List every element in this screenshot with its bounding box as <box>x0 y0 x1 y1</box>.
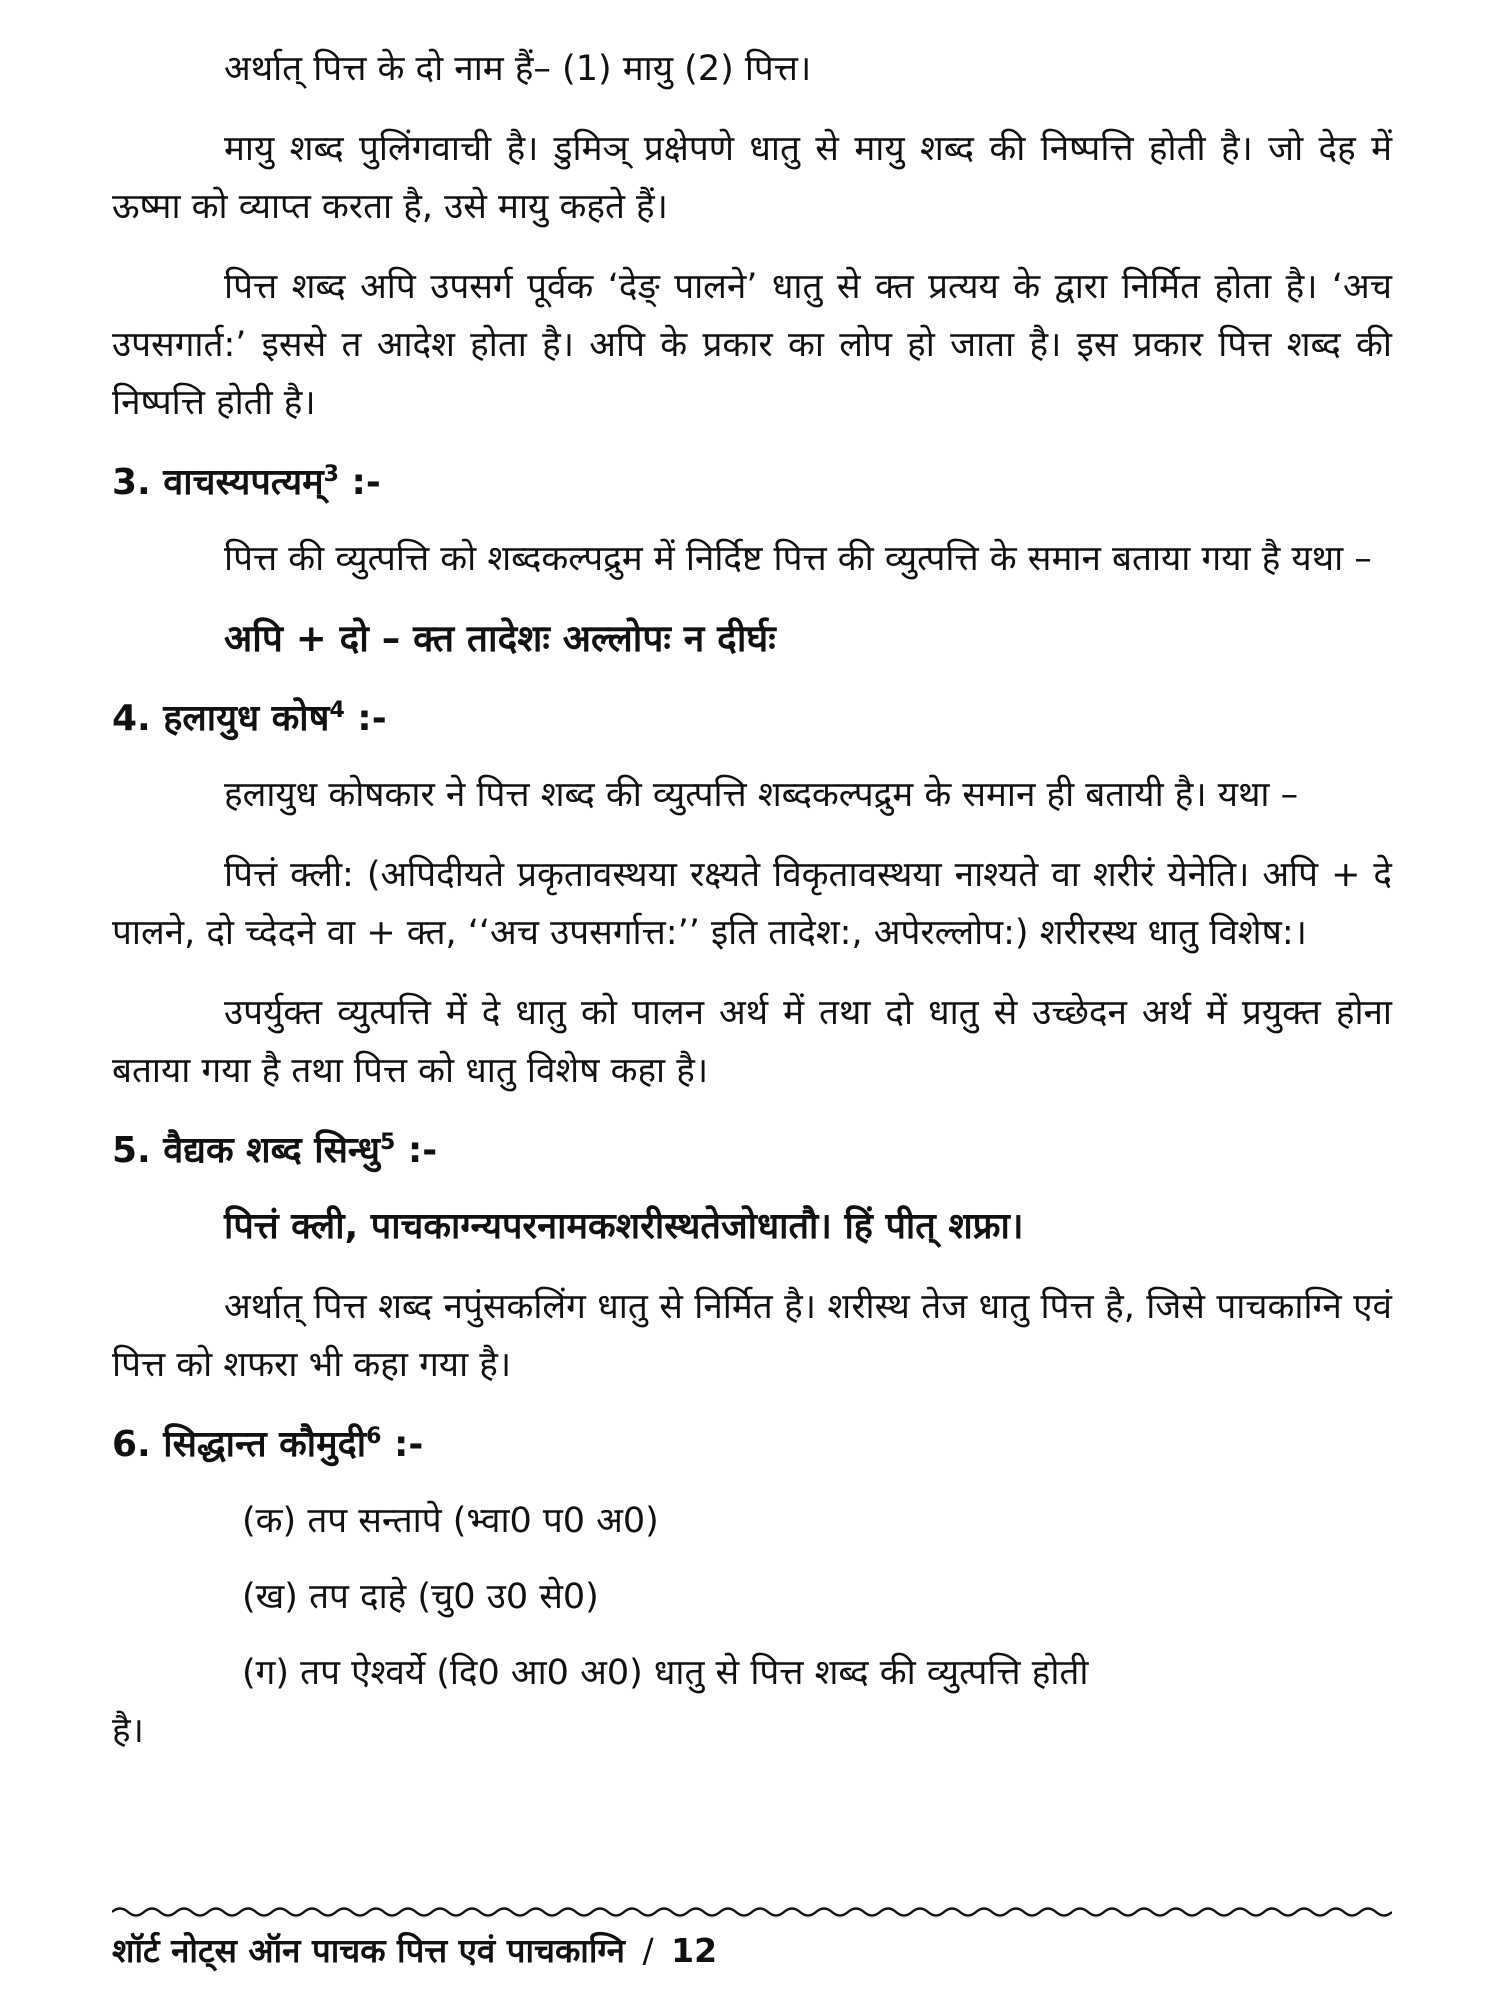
list-item-tail: है। <box>112 1711 144 1751</box>
list-item-ka: (क) तप सन्तापे (भ्वा0 प0 अ0) <box>242 1501 659 1541</box>
list-item-ga: (ग) तप ऐश्वर्ये (दि0 आ0 अ0) धातु से पित्त शब्द की व्युत्पत्ति होती <box>242 1653 1089 1693</box>
paragraph-vachaspatyam: पित्त की व्युत्पत्ति को शब्दकल्पद्रुम में निर्दिष्ट पित्त की व्युत्पत्ति के समान बताया गया है यथा – <box>224 539 1372 579</box>
footnote-ref: 5 <box>380 1130 396 1155</box>
section-suffix: :- <box>381 1424 424 1465</box>
wavy-divider <box>112 1905 1392 1919</box>
section-suffix: :- <box>395 1130 438 1171</box>
section-title: 6. सिद्धान्त कौमुदी <box>112 1424 367 1465</box>
footnote-ref: 3 <box>323 462 339 487</box>
paragraph-halayudh-2: पित्तं क्ली: (अपिदीयते प्रकृतावस्थया रक्ष्यते विकृतावस्थया नाश्यते वा शरीरं येनेति। अपि + दे पालने, दो च्देदने वा + क्त, ‘‘अच उपसर्गात्त:’’ इति तादेश:, अपेरल्लोप:) शरीरस्थ धातु विशेष:। <box>112 855 1392 953</box>
book-title: शॉर्ट नोट्स ऑन पाचक पित्त एवं पाचकाग्नि <box>112 1931 625 1970</box>
section-heading-vaidyak-shabd-sindhu <box>112 1122 1392 1180</box>
page-number: 12 <box>671 1931 718 1970</box>
page-body <box>112 40 1392 1782</box>
section-heading-vachaspatyam <box>112 454 1392 512</box>
section-suffix: :- <box>344 698 387 739</box>
paragraph-mayu: मायु शब्द पुलिंगवाची है। डुमिञ् प्रक्षेपणे धातु से मायु शब्द की निष्पत्ति होती है। जो देह में ऊष्मा को व्याप्त करता है, उसे मायु कहते हैं। <box>112 129 1392 227</box>
section-title: 5. वैद्यक शब्द सिन्धु <box>112 1130 381 1171</box>
section-title: 4. हलायुध कोष <box>112 698 330 739</box>
paragraph-vaidyak: अर्थात् पित्त शब्द नपुंसकलिंग धातु से निर्मित है। शरीस्थ तेज धातु पित्त है, जिसे पाचकाग्नि एवं पित्त को शफरा भी कहा गया है। <box>112 1287 1392 1385</box>
section-suffix: :- <box>338 462 381 503</box>
footnote-ref: 4 <box>329 698 345 723</box>
formula-vaidyak: पित्तं क्ली, पाचकाग्न्यपरनामकशरीस्थतेजोधातौ। हिं पीत् शफ्रा। <box>224 1206 1024 1247</box>
paragraph-halayudh-3: उपर्युक्त व्युत्पत्ति में दे धातु को पालन अर्थ में तथा दो धातु से उच्छेदन अर्थ में प्रयुक्त होना बताया गया है तथा पित्त को धातु विशेष कहा है। <box>112 993 1392 1091</box>
section-title: 3. वाचस्यपत्यम् <box>112 462 324 503</box>
paragraph-names-of-pitta: अर्थात् पित्त के दो नाम हैं– (1) मायु (2) पित्त। <box>224 49 812 89</box>
footnote-ref: 6 <box>366 1424 382 1449</box>
list-item-kha: (ख) तप दाहे (चु0 उ0 से0) <box>242 1577 599 1617</box>
footer-separator: / <box>642 1931 654 1970</box>
paragraph-halayudh-1: हलायुध कोषकार ने पित्त शब्द की व्युत्पत्ति शब्दकल्पद्रुम के समान ही बतायी है। यथा – <box>224 775 1299 815</box>
page-footer <box>112 1905 1392 1973</box>
footer-line <box>112 1929 1392 1973</box>
paragraph-pitta-derivation: पित्त शब्द अपि उपसर्ग पूर्वक ‘देङ् पालने’ धातु से क्त प्रत्यय के द्वारा निर्मित होता है। ‘अच उपसगार्त:’ इससे त आदेश होता है। अपि के प्रकार का लोप हो जाता है। इस प्रकार पित्त शब्द की निष्पत्ति होती है। <box>112 267 1392 423</box>
section-heading-halayudh-kosh <box>112 690 1392 748</box>
formula-vachaspatyam: अपि + दो – क्त तादेशः अल्लोपः न दीर्घः <box>224 617 776 660</box>
section-heading-siddhant-kaumudi <box>112 1416 1392 1474</box>
